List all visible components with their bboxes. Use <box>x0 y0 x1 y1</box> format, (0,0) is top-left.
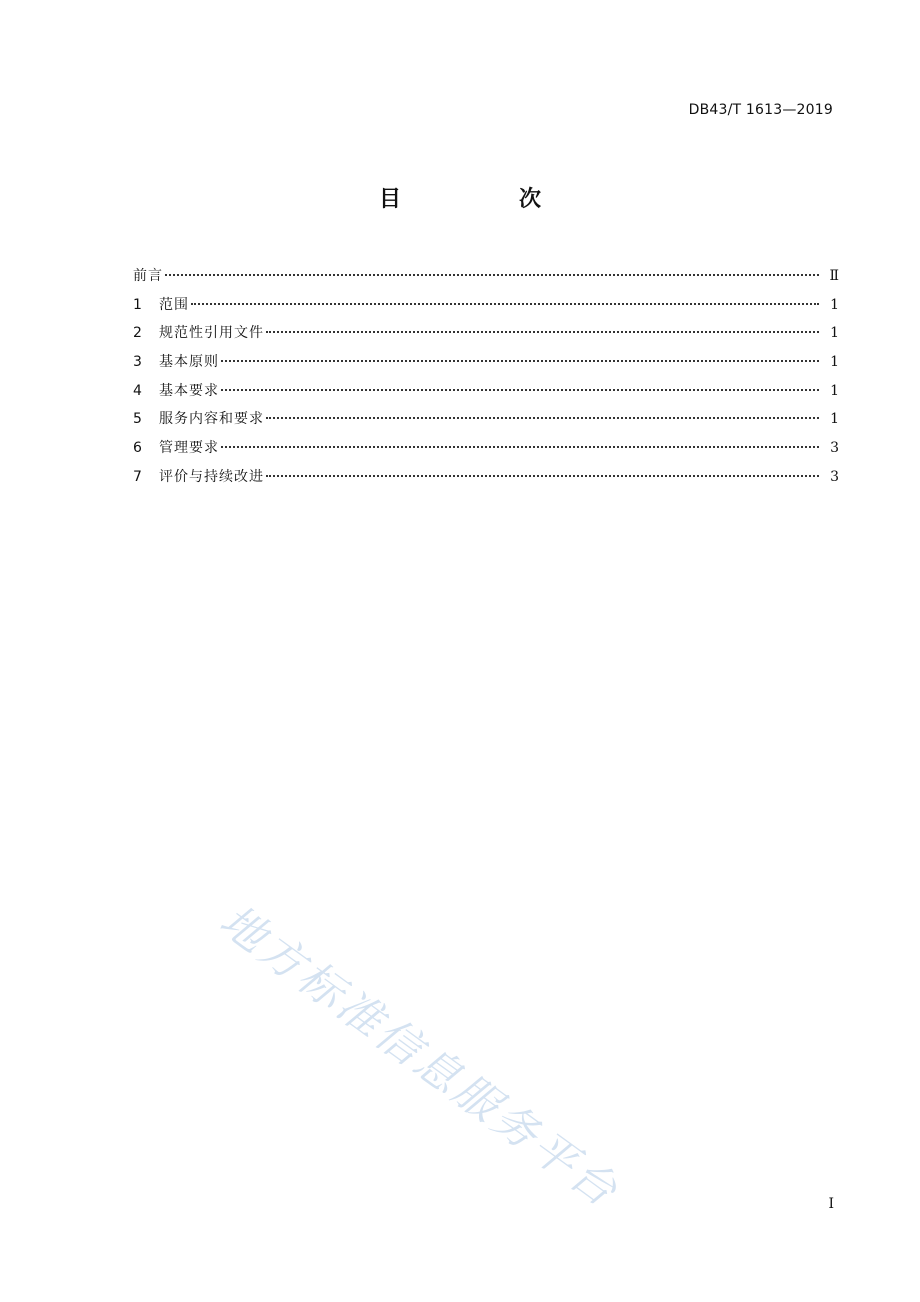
toc-entry-4[interactable] <box>133 377 839 406</box>
toc-label: 基本原则 <box>159 354 219 371</box>
toc-title: 目 次 <box>378 187 589 212</box>
toc-label: 评价与持续改进 <box>159 468 264 485</box>
toc-entry-3[interactable] <box>133 348 839 377</box>
watermark-text: 地方标准信息服务平台 <box>210 895 629 1219</box>
toc-page: 3 <box>830 440 839 457</box>
toc-entry-preface[interactable] <box>133 262 839 291</box>
toc-page: 1 <box>830 411 839 428</box>
toc-leader <box>266 330 819 333</box>
toc-page: 1 <box>830 296 839 313</box>
toc-number: 7 <box>133 468 142 485</box>
toc-entry-5[interactable] <box>133 405 839 434</box>
toc-entry-6[interactable] <box>133 434 839 463</box>
toc-number: 2 <box>133 325 142 342</box>
toc-entry-7[interactable] <box>133 463 839 492</box>
toc-number: 4 <box>133 382 142 399</box>
toc-number: 5 <box>133 411 142 428</box>
toc-page: Ⅱ <box>829 268 839 284</box>
page-number: I <box>828 1196 834 1212</box>
toc-leader <box>221 359 819 362</box>
toc-number: 1 <box>133 296 142 313</box>
toc-leader <box>221 445 819 448</box>
toc-leader <box>221 388 819 391</box>
toc-label: 服务内容和要求 <box>159 411 264 428</box>
toc-label: 前言 <box>133 268 163 284</box>
toc-page: 3 <box>830 468 839 485</box>
toc-number: 6 <box>133 440 142 457</box>
toc-leader <box>191 302 819 305</box>
toc-leader <box>165 273 819 276</box>
toc-entry-2[interactable] <box>133 319 839 348</box>
toc-leader <box>266 416 819 419</box>
toc-label: 基本要求 <box>159 382 219 399</box>
standard-code: DB43/T 1613—2019 <box>688 102 833 118</box>
toc-label: 范围 <box>159 296 189 313</box>
toc-page: 1 <box>830 382 839 399</box>
toc-page: 1 <box>830 325 839 342</box>
toc-number: 3 <box>133 354 142 371</box>
toc-label: 规范性引用文件 <box>159 325 264 342</box>
toc-page: 1 <box>830 354 839 371</box>
toc-entry-1[interactable] <box>133 291 839 320</box>
table-of-contents <box>133 262 839 492</box>
toc-leader <box>266 474 819 477</box>
toc-label: 管理要求 <box>159 440 219 457</box>
